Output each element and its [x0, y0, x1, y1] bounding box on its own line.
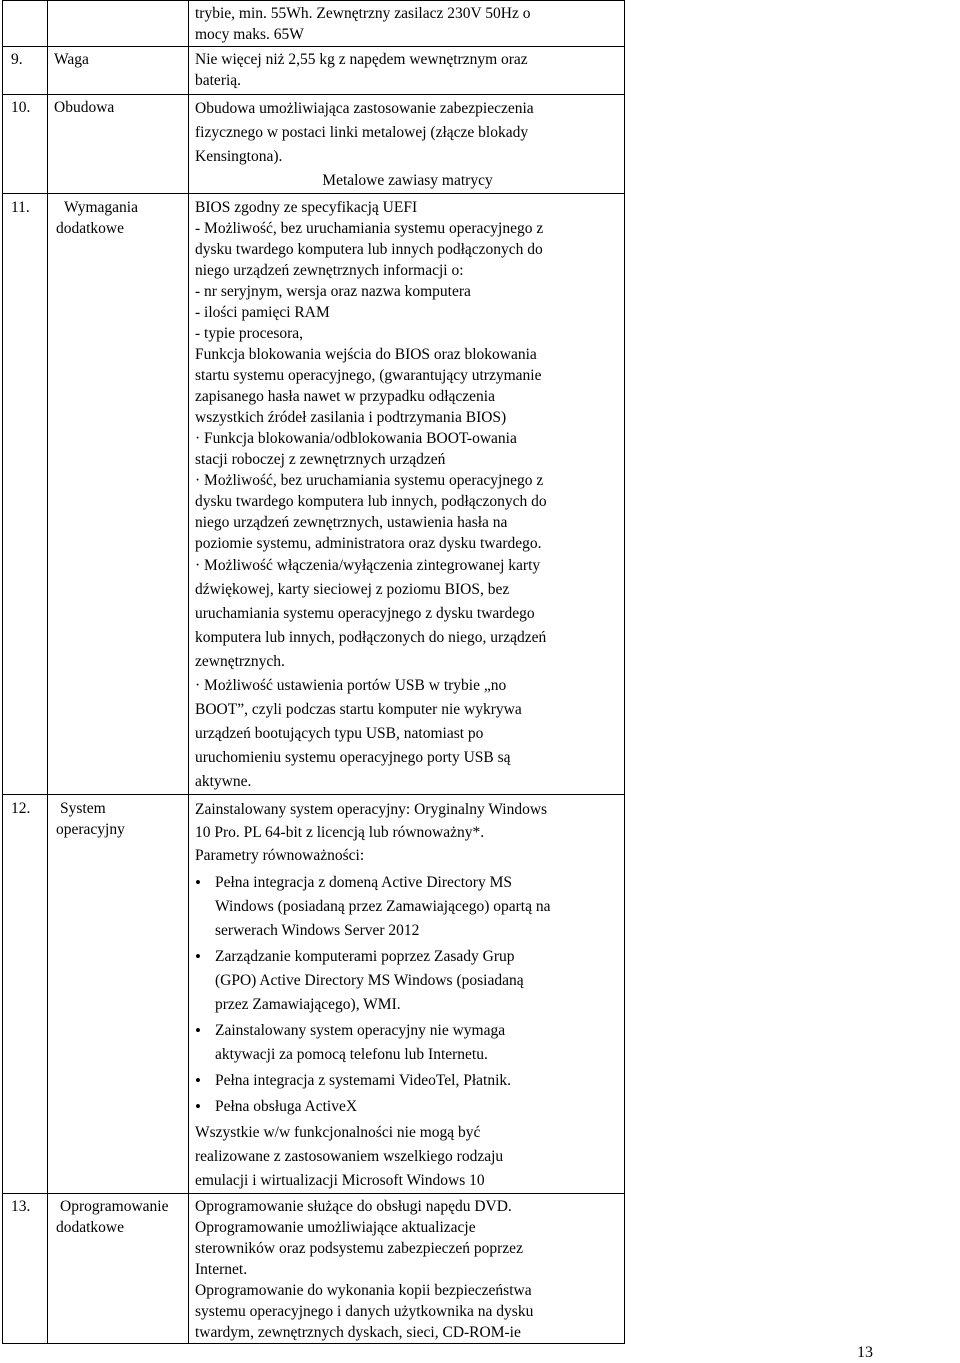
page-number: 13	[857, 1344, 873, 1361]
list-item: • Pełna obsługa ActiveX	[195, 1095, 620, 1119]
row-number: 10.	[3, 95, 48, 194]
list-item: • Zainstalowany system operacyjny nie wymaga aktywacji za pomocą telefonu lub Internetu.	[195, 1019, 620, 1067]
table-row-11	[3, 194, 625, 795]
table-row-10	[3, 95, 625, 194]
row-name: Waga	[48, 47, 189, 95]
row-description: Obudowa umożliwiająca zastosowanie zabezpieczenia fizycznego w postaci linki metalowej (złącze blokady Kensingtona). Metalowe zawiasy matrycy	[189, 95, 625, 194]
row-name: Obudowa	[48, 95, 189, 194]
row-name: System operacyjny	[48, 795, 189, 1194]
row-description: Zainstalowany system operacyjny: Oryginalny Windows 10 Pro. PL 64-bit z licencją lub równoważny*. Parametry równoważności: • Pełna integracja z domeną Active Directory MS Windows (posiadaną przez Zamawiającego) opartą na serwerach Windows Server 2012 • Zarządzanie komputerami poprzez Zasady Grup (GPO) Active Directory MS Windows (posiadaną przez Zamawiającego), WMI. • Zainstalowany system operacyjny nie wymaga aktywacji za pomocą telefonu lub Internetu. • Pełna integracja z systemami VideoTel, Płatnik. • Pełna obsługa ActiveX Wszystkie w/w funkcjonalności nie mogą być realizowane z zastosowaniem wszelkiego rodzaju emulacji i wirtualizacji Microsoft Windows 10	[189, 795, 625, 1194]
row-name: Wymagania dodatkowe	[48, 194, 189, 795]
spec-table	[2, 0, 625, 1344]
table-row-8-continued	[3, 1, 625, 47]
table-row-13	[3, 1194, 625, 1344]
row-description: Oprogramowanie służące do obsługi napędu DVD. Oprogramowanie umożliwiające aktualizacje sterowników oraz podsystemu zabezpieczeń poprzez Internet. Oprogramowanie do wykonania kopii bezpieczeństwa systemu operacyjnego i danych użytkownika na dysku twardym, zewnętrznych dyskach, sieci, CD-ROM-ie	[189, 1194, 625, 1344]
list-item: • Pełna integracja z systemami VideoTel, Płatnik.	[195, 1069, 620, 1093]
row-number: 13.	[3, 1194, 48, 1344]
row-description: BIOS zgodny ze specyfikacją UEFI - Możliwość, bez uruchamiania systemu operacyjnego z dysku twardego komputera lub innych podłączonych do niego urządzeń zewnętrznych informacji o: - nr seryjnym, wersja oraz nazwa komputera - ilości pamięci RAM - typie procesora, Funkcja blokowania wejścia do BIOS oraz blokowania startu systemu operacyjnego, (gwarantujący utrzymanie zapisanego hasła nawet w przypadku odłączenia wszystkich źródeł zasilania i podtrzymania BIOS) · Funkcja blokowania/odblokowania BOOT-owania stacji roboczej z zewnętrznych urządzeń · Możliwość, bez uruchamiania systemu operacyjnego z dysku twardego komputera lub innych, podłączonych do niego urządzeń zewnętrznych, ustawienia hasła na poziomie systemu, administratora oraz dysku twardego. · Możliwość włączenia/wyłączenia zintegrowanej karty dźwiękowej, karty sieciowej z poziomu BIOS, bez uruchamiania systemu operacyjnego z dysku twardego komputera lub innych, podłączonych do niego, urządzeń zewnętrznych. · Możliwość ustawienia portów USB w trybie „no BOOT”, czyli podczas startu komputer nie wykrywa urządzeń bootujących typu USB, natomiast po uruchomieniu systemu operacyjnego porty USB są aktywne.	[189, 194, 625, 795]
row-number: 12.	[3, 795, 48, 1194]
row-number: 11.	[3, 194, 48, 795]
row-description: Nie więcej niż 2,55 kg z napędem wewnętrznym oraz baterią.	[189, 47, 625, 95]
equivalence-parameters-list	[195, 871, 620, 1119]
extra-note: Metalowe zawiasy matrycy	[322, 172, 493, 189]
table-row-9	[3, 47, 625, 95]
list-item: • Zarządzanie komputerami poprzez Zasady Grup (GPO) Active Directory MS Windows (posiadaną przez Zamawiającego), WMI.	[195, 945, 620, 1017]
row-name: Oprogramowanie dodatkowe	[48, 1194, 189, 1344]
table-row-12	[3, 795, 625, 1194]
row-8-description: trybie, min. 55Wh. Zewnętrzny zasilacz 230V 50Hz o mocy maks. 65W	[189, 1, 625, 47]
list-item: • Pełna integracja z domeną Active Directory MS Windows (posiadaną przez Zamawiającego) opartą na serwerach Windows Server 2012	[195, 871, 620, 943]
row-number: 9.	[3, 47, 48, 95]
